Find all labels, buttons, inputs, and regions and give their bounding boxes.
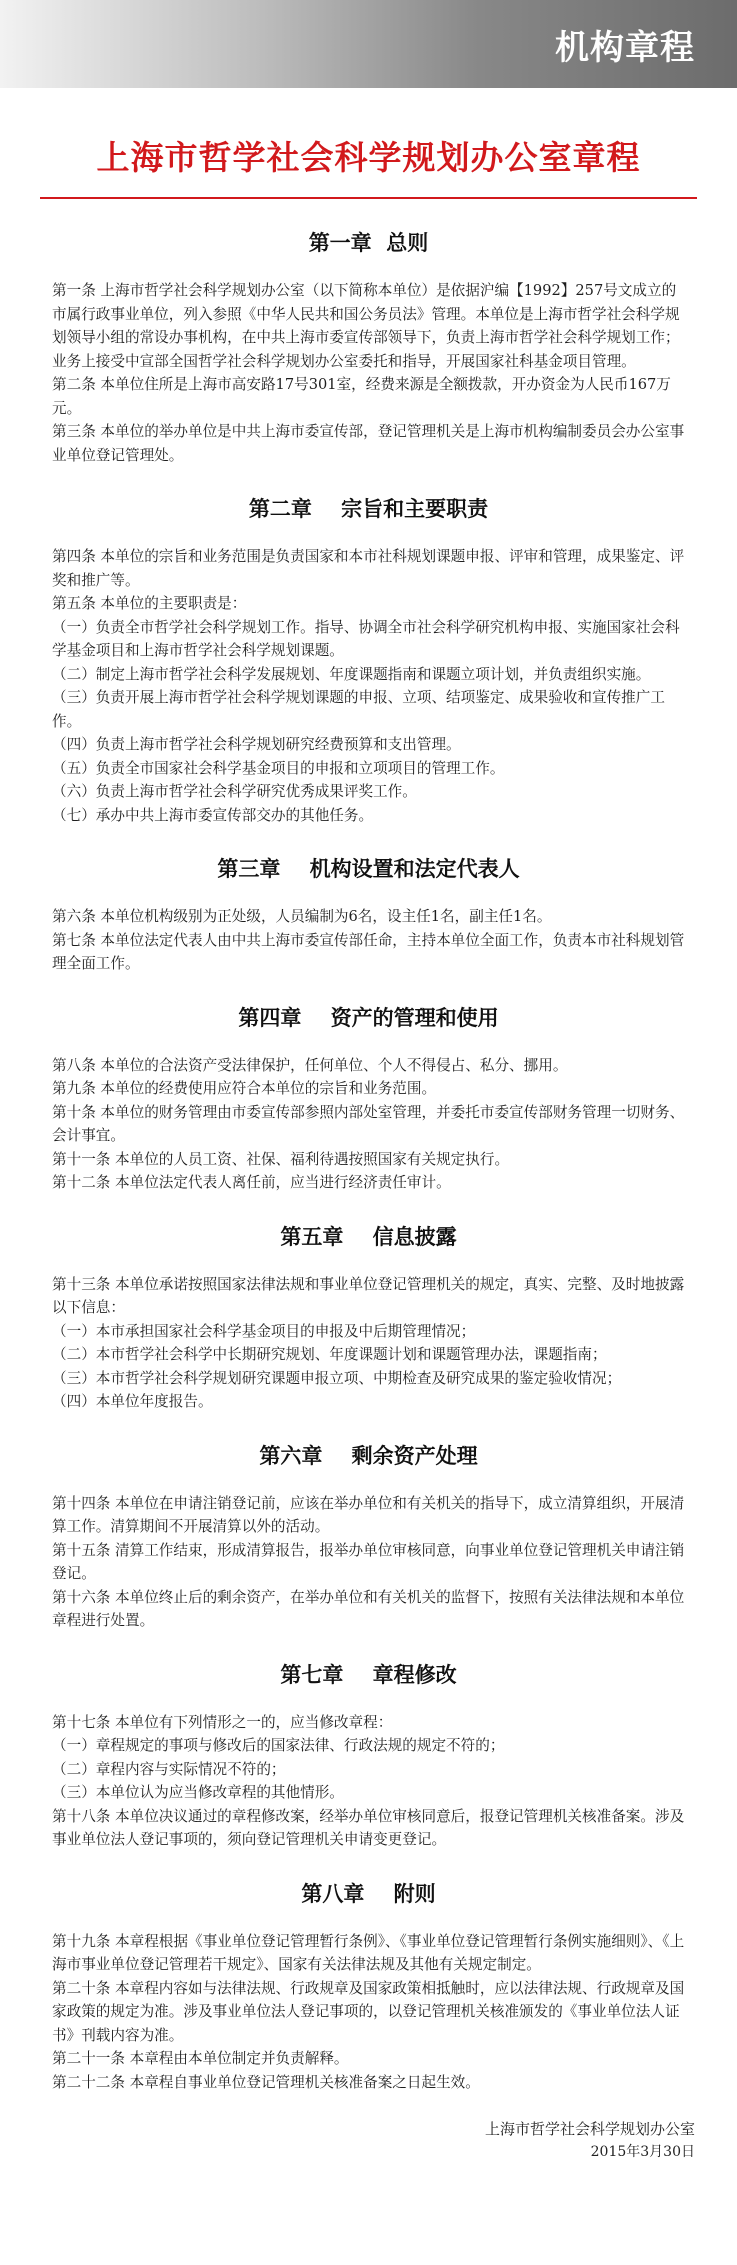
chapter-heading: 第四章 资产的管理和使用 xyxy=(238,1004,499,1030)
article-paragraph: （三）负责开展上海市哲学社会科学规划课题的申报、立项、结项鉴定、成果验收和宣传推广工作。 xyxy=(52,689,665,730)
article-paragraph: 第五条 本单位的主要职责是： xyxy=(52,595,247,612)
chapter-heading: 第八章 附则 xyxy=(301,1880,436,1906)
article-paragraph: 第十四条 本单位在申请注销登记前，应该在举办单位和有关机关的指导下，成立清算组织，开展清算工作。清算期间不开展清算以外的活动。 xyxy=(52,1494,685,1535)
page-header xyxy=(0,0,737,88)
article-paragraph: 第二条 本单位住所是上海市高安路17号301室，经费来源是全额拨款，开办资金为人民币167万元。 xyxy=(52,376,671,417)
article-paragraph: （三）本单位认为应当修改章程的其他情形。 xyxy=(52,1784,344,1801)
article-paragraph: 第二十条 本章程内容如与法律法规、行政规章及国家政策相抵触时，应以法律法规、行政规章及国家政策的规定为准。涉及事业单位法人登记事项的，以登记管理机关核准颁发的《事业单位法人证书》刊载内容为准。 xyxy=(52,1979,685,2044)
article-paragraph: 第八条 本单位的合法资产受法律保护，任何单位、个人不得侵占、私分、挪用。 xyxy=(52,1056,568,1074)
article-paragraph: 第十二条 本单位法定代表人离任前，应当进行经济责任审计。 xyxy=(52,1174,451,1191)
article-paragraph: （一）负责全市哲学社会科学规划工作。指导、协调全市社会科学研究机构申报、实施国家社会科学基金项目和上海市哲学社会科学规划课题。 xyxy=(52,618,680,659)
article-paragraph: （二）章程内容与实际情况不符的； xyxy=(52,1760,286,1778)
article-paragraph: （五）负责全市国家社会科学基金项目的申报和立项项目的管理工作。 xyxy=(52,759,505,777)
article-paragraph: 第七条 本单位法定代表人由中共上海市委宣传部任命，主持本单位全面工作，负责本市社科规划管理全面工作。 xyxy=(52,931,685,972)
article-paragraph: 第十六条 本单位终止后的剩余资产，在举办单位和有关机关的监督下，按照有关法律法规和本单位章程进行处置。 xyxy=(52,1588,685,1629)
article-paragraph: （四）本单位年度报告。 xyxy=(52,1393,213,1410)
chapter-heading: 第七章 章程修改 xyxy=(280,1661,457,1687)
article-paragraph: 第二十二条 本章程自事业单位登记管理机关核准备案之日起生效。 xyxy=(52,2073,480,2091)
chapter-heading: 第六章 剩余资产处理 xyxy=(259,1442,478,1468)
article-paragraph: 第一条 上海市哲学社会科学规划办公室（以下简称本单位）是依据沪编【1992】257号文成立的市属行政事业单位，列入参照《中华人民共和国公务员法》管理。本单位是上海市哲学社会科学规划领导小组的常设办事机构，在中共上海市委宣传部领导下，负责上海市哲学社会科学规划工作；业务上接受中宣部全国哲学社会科学规划办公室委托和指导，开展国家社科基金项目管理。 xyxy=(52,282,680,370)
article-paragraph: 第十七条 本单位有下列情形之一的，应当修改章程： xyxy=(52,1713,393,1731)
article-paragraph: （二）制定上海市哲学社会科学发展规划、年度课题指南和课题立项计划，并负责组织实施。 xyxy=(52,665,651,683)
document-body xyxy=(0,227,737,2094)
title-divider xyxy=(40,197,697,199)
article-paragraph: 第十八条 本单位决议通过的章程修改案，经举办单位审核同意后，报登记管理机关核准备案。涉及事业单位法人登记事项的，须向登记管理机关申请变更登记。 xyxy=(52,1807,685,1848)
chapter-heading: 第二章 宗旨和主要职责 xyxy=(248,496,489,521)
document-title: 上海市哲学社会科学规划办公室章程 xyxy=(96,138,641,177)
article-paragraph: 第九条 本单位的经费使用应符合本单位的宗旨和业务范围。 xyxy=(52,1080,437,1097)
article-paragraph: 第二十一条 本章程由本单位制定并负责解释。 xyxy=(52,2050,349,2067)
article-paragraph: 第六条 本单位机构级别为正处级，人员编制为6名，设主任1名，副主任1名。 xyxy=(52,908,552,925)
article-paragraph: （一）本市承担国家社会科学基金项目的申报及中后期管理情况； xyxy=(52,1322,476,1340)
article-paragraph: （六）负责上海市哲学社会科学研究优秀成果评奖工作。 xyxy=(52,783,417,800)
chapter-heading: 第五章 信息披露 xyxy=(280,1223,457,1249)
footer-organization: 上海市哲学社会科学规划办公室 xyxy=(484,2120,695,2138)
article-paragraph: 第十条 本单位的财务管理由市委宣传部参照内部处室管理，并委托市委宣传部财务管理一切财务、会计事宜。 xyxy=(52,1103,685,1144)
article-paragraph: （三）本市哲学社会科学规划研究课题申报立项、中期检查及研究成果的鉴定验收情况； xyxy=(52,1369,622,1387)
article-paragraph: 第十三条 本单位承诺按照国家法律法规和事业单位登记管理机关的规定，真实、完整、及时地披露以下信息： xyxy=(52,1275,685,1316)
footer-date: 2015年3月30日 xyxy=(590,2144,695,2160)
article-paragraph: 第三条 本单位的举办单位是中共上海市委宣传部，登记管理机关是上海市机构编制委员会办公室事业单位登记管理处。 xyxy=(52,423,685,464)
chapter-heading: 第三章 机构设置和法定代表人 xyxy=(217,856,520,881)
article-paragraph: 第十五条 清算工作结束，形成清算报告，报举办单位审核同意，向事业单位登记管理机关申请注销登记。 xyxy=(52,1541,685,1582)
document-footer xyxy=(0,2118,737,2164)
article-paragraph: （七）承办中共上海市委宣传部交办的其他任务。 xyxy=(52,806,374,824)
article-paragraph: （四）负责上海市哲学社会科学规划研究经费预算和支出管理。 xyxy=(52,736,461,753)
header-title: 机构章程 xyxy=(555,28,695,68)
chapter-heading: 第一章 总则 xyxy=(308,230,429,255)
article-paragraph: （二）本市哲学社会科学中长期研究规划、年度课题计划和课题管理办法，课题指南； xyxy=(52,1346,607,1363)
article-paragraph: 第四条 本单位的宗旨和业务范围是负责国家和本市社科规划课题申报、评审和管理，成果鉴定、评奖和推广等。 xyxy=(52,548,685,589)
article-paragraph: （一）章程规定的事项与修改后的国家法律、行政法规的规定不符的； xyxy=(52,1737,505,1754)
article-paragraph: 第十九条 本章程根据《事业单位登记管理暂行条例》、《事业单位登记管理暂行条例实施细则》、《上海市事业单位登记管理若干规定》、国家有关法律法规及其他有关规定制定。 xyxy=(52,1932,685,1973)
article-paragraph: 第十一条 本单位的人员工资、社保、福利待遇按照国家有关规定执行。 xyxy=(52,1150,510,1168)
